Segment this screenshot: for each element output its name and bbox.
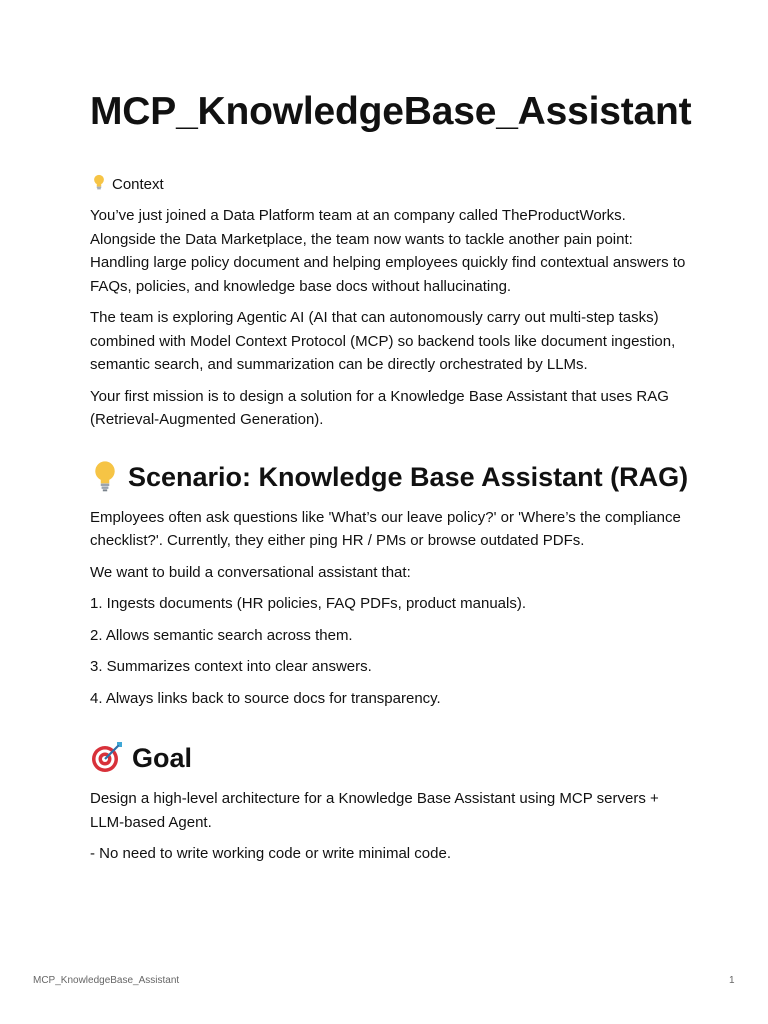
scenario-heading-text: Scenario: Knowledge Base Assistant (RAG) bbox=[128, 461, 689, 492]
goal-section bbox=[90, 740, 690, 866]
footer-document-name: MCP_KnowledgeBase_Assistant bbox=[33, 975, 180, 986]
target-icon bbox=[90, 740, 124, 783]
context-label bbox=[90, 173, 690, 197]
scenario-lead: We want to build a conversational assistant that: bbox=[90, 563, 411, 581]
scenario-heading bbox=[90, 459, 690, 502]
list-item: 3. Summarizes context into clear answers. bbox=[90, 658, 372, 676]
goal-paragraph: Design a high-level architecture for a Knowledge Base Assistant using MCP servers + LLM-based Agent. bbox=[90, 790, 659, 831]
goal-heading bbox=[90, 740, 690, 783]
list-item: 2. Allows semantic search across them. bbox=[90, 626, 353, 644]
list-item: 1. Ingests documents (HR policies, FAQ PDFs, product manuals). bbox=[90, 595, 527, 613]
scenario-section bbox=[90, 459, 690, 711]
goal-heading-text: Goal bbox=[132, 743, 193, 774]
document-page bbox=[90, 90, 690, 874]
goal-paragraph: - No need to write working code or write minimal code. bbox=[90, 845, 451, 863]
lightbulb-icon bbox=[90, 173, 108, 196]
context-paragraph: The team is exploring Agentic AI (AI that can autonomously carry out multi-step tasks) combined with Model Context Protocol (MCP) so backend tools like document ingestion, semantic search, and summarization can be directly orchestrated by LLMs. bbox=[90, 309, 676, 374]
lightbulb-icon bbox=[90, 459, 120, 502]
context-paragraph: Your first mission is to design a solution for a Knowledge Base Assistant that uses RAG (Retrieval-Augmented Generation). bbox=[90, 387, 669, 429]
list-item: 4. Always links back to source docs for transparency. bbox=[90, 689, 441, 707]
scenario-intro: Employees often ask questions like 'What’s our leave policy?' or 'Where’s the compliance checklist?'. Currently, they either ping HR / PMs or browse outdated PDFs. bbox=[90, 508, 681, 550]
context-label-text: Context bbox=[112, 175, 164, 193]
context-paragraph: You’ve just joined a Data Platform team at an company called TheProductWorks. Alongside the Data Marketplace, the team now wants to tackle another pain point: Handling large policy document and helping employees quickly find contextual answers to FAQs, policies, and knowledge base docs without hallucinating. bbox=[90, 207, 686, 295]
document-title: MCP_KnowledgeBase_Assistant bbox=[90, 90, 692, 133]
footer-page-number: 1 bbox=[729, 975, 735, 986]
